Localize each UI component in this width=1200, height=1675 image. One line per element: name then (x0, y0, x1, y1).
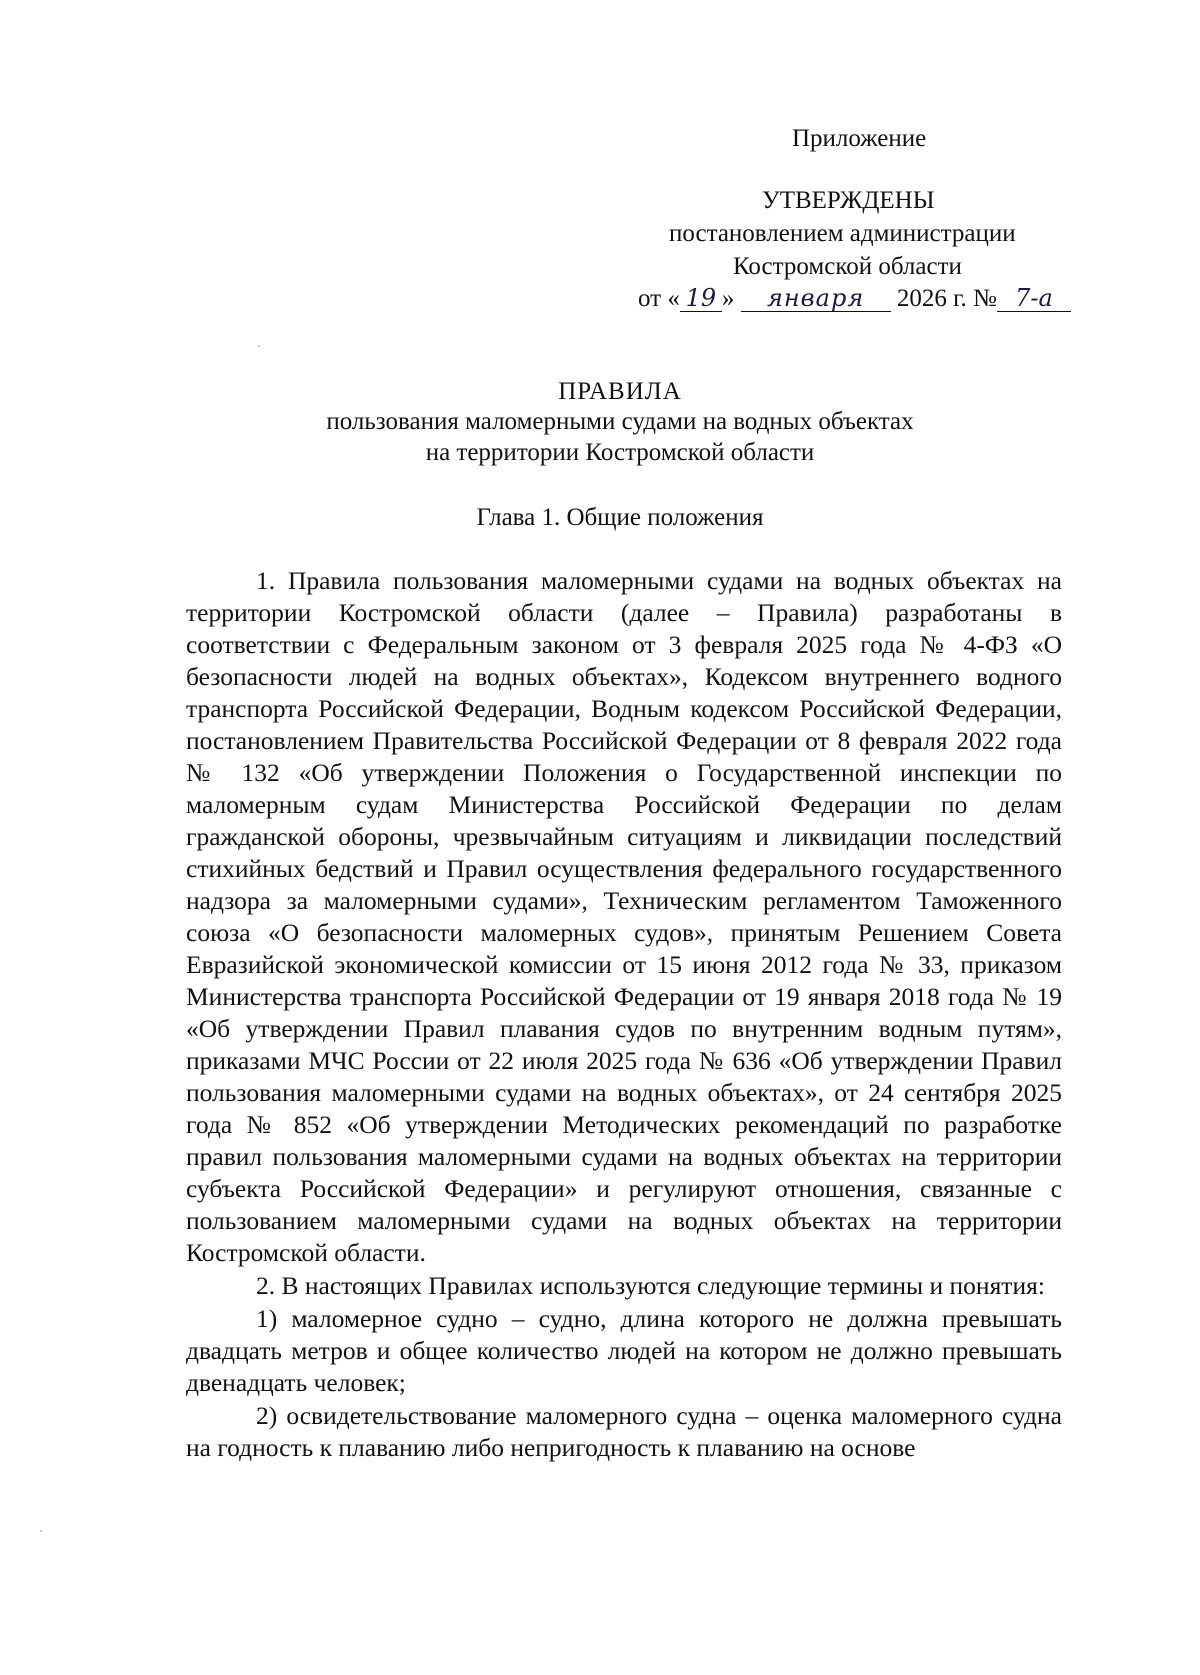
date-year-number: 2026 г. № (896, 285, 997, 312)
date-prefix: от « (638, 285, 680, 312)
approved-stamp-title: УТВЕРЖДЕНЫ (762, 187, 935, 214)
chapter-heading: Глава 1. Общие положения (476, 504, 764, 531)
handwritten-number: 7-а (997, 285, 1071, 312)
document-subtitle-line-2: на территории Костромской области (425, 439, 815, 466)
scan-speck (258, 345, 260, 347)
paragraph-2-item-2: 2) освидетельствование маломерного судна – оценка маломерного судна на годность к плаванию либо непригодность к плаванию на основе (186, 1401, 1062, 1462)
appendix-label: Приложение (792, 125, 927, 152)
date-day-close: » (721, 285, 735, 312)
approval-date-line (638, 284, 1071, 314)
document-subtitle-line-1: пользования маломерными судами на водных объектах (326, 408, 914, 435)
handwritten-day: 19 (680, 285, 722, 312)
paragraph-2: 2. В настоящих Правилах используются следующие термины и понятия: (256, 1271, 1045, 1300)
paragraph-2-item-1: 1) маломерное судно – судно, длина которого не должна превышать двадцать метров и общее количество людей на котором не должно превышать двенадцать человек; (186, 1304, 1062, 1397)
scan-speck (40, 1530, 42, 1532)
approved-by-line: постановлением администрации (669, 220, 1016, 247)
body-text (186, 565, 1062, 1465)
handwritten-month: января (741, 285, 891, 312)
approved-region-line: Костромской области (733, 253, 962, 280)
paragraph-1: 1. Правила пользования маломерными судами на водных объектах на территории Костромской области (далее – Правила) разработаны в соответствии с Федеральным законом от 3 февраля 2025 года № 4-ФЗ «О безопасности людей на водных объектах», Кодексом внутреннего водного транспорта Российской Федерации, Водным кодексом Российской Федерации, постановлением Правительства Российской Федерации от 8 февраля 2022 года № 132 «Об утверждении Положения о Государственной инспекции по маломерным судам Министерства Российской Федерации по делам гражданской обороны, чрезвычайным ситуациям и ликвидации последствий стихийных бедствий и Правил осуществления федерального государственного надзора за маломерными судами», Техническим регламентом Таможенного союза «О безопасности маломерных судов», принятым Решением Совета Евразийской экономической комиссии от 15 июня 2012 года № 33, приказом Министерства транспорта Российской Федерации от 19 января 2018 года № 19 «Об утверждении Правил плавания судов по внутренним водным путям», приказами МЧС России от 22 июля 2025 года № 636 «Об утверждении Правил пользования маломерными судами на водных объектах», от 24 сентября 2025 года № 852 «Об утверждении Методических рекомендаций по разработке правил пользования маломерными судами на водных объектах на территории субъекта Российской Федерации» и регулируют отношения, связанные с пользованием маломерными судами на водных объектах на территории Костромской области. (186, 566, 1062, 1267)
document-title: ПРАВИЛА (558, 378, 682, 405)
